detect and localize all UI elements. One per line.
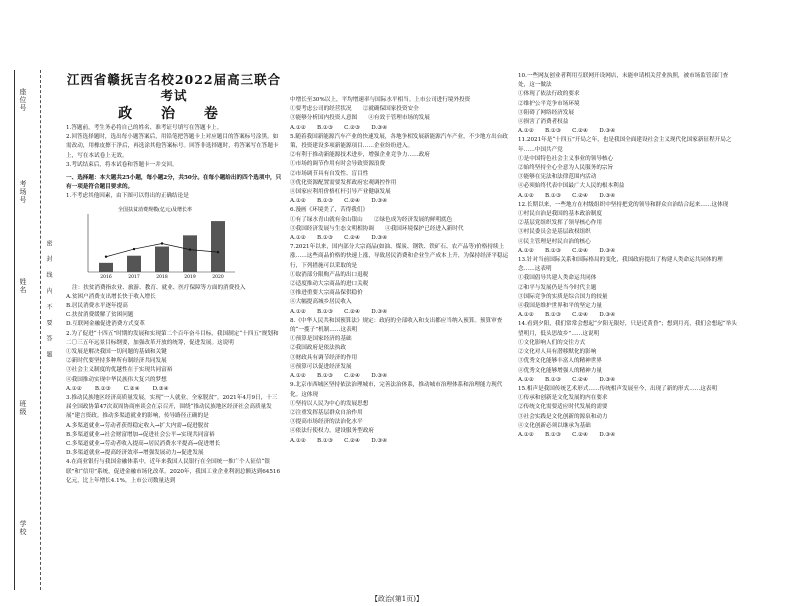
bar-2019 <box>183 235 197 272</box>
bar-2018 <box>155 246 169 271</box>
col3-line-15: ③村民委员会是基层政权组织 <box>518 229 591 236</box>
col2-line-14: A.①② B.①③ C.②④ D.③④ <box>290 235 388 242</box>
col3-line-11: A.①② B.①③ C.②④ D.③④ <box>518 192 616 199</box>
col3-line-23: A.①② B.①③ C.②④ D.③④ <box>518 312 616 319</box>
growth-point-2019 <box>189 248 191 250</box>
col2-line-28: ①坚持以人民为中心的发展思想 <box>290 400 369 407</box>
tick-2016: 2016 <box>100 274 112 280</box>
strip-line-outer <box>14 70 15 590</box>
q1-option-a: A.贫困户消费支出增长快于收入增长 <box>66 293 156 300</box>
exam-title: 江西省赣抚吉名校2022届高三联合考试 <box>66 72 282 103</box>
col3-line-13: ①村民自治是我国的基本政治制度 <box>518 211 602 218</box>
col3-line-12: 12.长期以来，一些地方在村级组织中坚持把党的领导和群众自治结合起来……这体现 <box>518 201 729 208</box>
col2-line-3: A.①② B.①③ C.②③ D.③④ <box>290 124 388 131</box>
school-label: 学校 <box>19 520 27 536</box>
col2-line-18: ③推进重要大宗商品保供稳价 <box>290 290 363 297</box>
col3-line-4: ④损害了消费者权益 <box>518 119 569 126</box>
room-label: 考场号 <box>19 180 27 204</box>
col2-line-2: ③能够分析国内投资人意图 ④有效于管理市场的发展 <box>290 115 430 122</box>
col2-line-23: ②我国政府是依法执政 <box>290 345 346 352</box>
col3-line-6: 11.2021年是“十四五”开局之年，也是我国全面建设社会主义现代化国家新征程开局之年……中国共产党 <box>518 137 732 153</box>
col2-line-22: ①预算是国家经济的基础 <box>290 336 352 343</box>
growth-point-2016 <box>105 255 107 257</box>
col3-line-34: ④文化创新必须以继承为基础 <box>518 422 591 429</box>
col3-line-7: ①是中国特色社会主义事业的领导核心 <box>518 155 614 162</box>
col3-line-26: ②文化对人具有潜移默化的影响 <box>518 349 597 356</box>
q2-stem: 2.为了促进“十四五”时期的发展和实现第二个百年奋斗目标，我国制定“十四五”规划和二〇三五年远景目标纲要，加强改革开放的统筹，促进发展。这说明 <box>66 330 279 346</box>
note-1: 1.答题前，考生务必将自己的姓名、准考证号填写在答题卡上。 <box>66 125 223 131</box>
bar-2020 <box>211 221 225 272</box>
col3-line-9: ③能够在宪法和法律范围内活动 <box>518 174 597 181</box>
col2-line-25: ④预算可以促进经济发展 <box>290 363 352 370</box>
col3-line-16: ④民主管理是村民自治的核心 <box>518 238 591 245</box>
q2-item-1: ①发展是解决我国一切问题的基础和关键 <box>66 349 167 356</box>
col3-line-17: A.①② B.①③ C.②④ D.③④ <box>518 247 616 254</box>
col3-line-31: ①传承和创新是文化发展的内在要求 <box>518 395 608 402</box>
name-label: 姓名 <box>19 278 27 294</box>
col2-line-1: ①要考虑公司的经营状况 ②就确保国家投资安全 <box>290 106 419 113</box>
q2-opt-b: B.①③ <box>94 385 111 392</box>
col3-line-5: A.①② B.①③ C.②④ D.③④ <box>518 128 616 135</box>
q1-caption: 注：扶贫消费指农业、旅游、教育、就业、医疗保障等方面的消费投入 <box>72 284 246 291</box>
col2-line-26: A.①② B.①③ C.②④ D.③④ <box>290 373 388 380</box>
col3-line-8: ②始终坚持全心全意为人民服务的宗旨 <box>518 165 614 172</box>
col3-line-28: ④优秀文化能够增强人的精神力量 <box>518 367 602 374</box>
exam-subtitle: 政 治 卷 <box>118 106 230 122</box>
q2-opt-c: C.②④ <box>123 385 140 392</box>
col3-line-33: ③社会实践是文化创新的源泉和动力 <box>518 413 608 420</box>
col2-line-15: 7.2021年以来，国内部分大宗商品(如油、煤炭、钢铁、铁矿石、农产品等)价格持续上涨……这些商品价格的快速上涨，导致居民消费和企业生产成本上升，为保持经济平稳运行，下列措施可以采取的是 <box>290 244 509 269</box>
column-2 <box>290 96 510 446</box>
col2-line-16: ①取消部分限购产品的出口退税 <box>290 271 369 278</box>
q2-item-4: ④我国推动实现中华民族伟大复兴的梦想 <box>66 376 167 383</box>
col2-line-27: 9.北京市西城区坚持依法治理城市，完善法治体系，推动城市治理体系和治理能力现代化。这体现 <box>290 382 503 398</box>
bar-2017 <box>127 255 141 271</box>
col3-line-27: ③优秀文化能够丰富人的精神世界 <box>518 358 602 365</box>
col2-line-32: A.①② B.①③ C.②④ D.③④ <box>290 437 388 444</box>
col2-line-29: ②注重发挥基层群众自治作用 <box>290 409 363 416</box>
tick-2018: 2018 <box>156 274 168 280</box>
tick-2020: 2020 <box>212 274 224 280</box>
cut-line <box>40 70 41 590</box>
q3-option-d: D.多渠道就业→提高经济效率→增强发展动力→促进发展 <box>66 450 204 457</box>
q3-option-a: A.多渠道就业→劳动者获得稳定收入→扩大内需→促进脱贫 <box>66 422 209 429</box>
col3-line-20: ②和平与发展仍是当今时代主题 <box>518 284 597 291</box>
q3-option-c: C.多渠道就业→劳动者收入提高→居民消费水平提高→促进增长 <box>66 441 221 448</box>
col2-line-20: A.①② B.①③ C.②④ D.③④ <box>290 308 388 315</box>
column-3 <box>518 72 738 440</box>
col2-line-17: ②适度推动大宗商品的进口关税 <box>290 281 369 288</box>
class-label: 班级 <box>19 400 27 416</box>
q2-item-2: ②新时代要坚持多种所有制经济共同发展 <box>66 358 167 365</box>
col2-line-7: ②市场调节具有自发性、盲目性 <box>290 170 369 177</box>
tick-2017: 2017 <box>128 274 140 280</box>
col3-line-21: ③国际竞争的实质是综合国力的较量 <box>518 293 608 300</box>
col3-line-35: A.①② B.①③ C.②④ D.③④ <box>518 431 616 438</box>
q4-stem: 4.在商业银行与我国金融体系中，近年来我国人民银行在全国统一推广个人征信“银联”和“信用”系统，促进金融市场化改革。2020年，我国工业企业利润总额达到64516亿元，比上年增长4.1%，上市公司数量达到 <box>66 459 281 484</box>
col2-line-9: ④国家应利用价格杠杆引导产业健康发展 <box>290 189 391 196</box>
col2-line-24: ③财政具有调节经济的作用 <box>290 354 358 361</box>
col2-line-21: 8.《中华人民共和国预算法》规定：政府的全部收入和支出都应当纳入预算。预算审查的“一揽子”机制……这表明 <box>290 317 503 334</box>
col2-line-4: 5.随着我国新能源汽车产业的快速发展，各地争相发展新能源汽车产业，不少地方出台政策，投资建设多项新能源项目……企业纷纷进入。 <box>290 133 508 150</box>
note-3: 3.考试结束后，将本试卷和答题卡一并交回。 <box>66 161 178 168</box>
column-3-body <box>518 72 738 440</box>
q3-option-b: B.多渠道就业→社会财富增加→促进社会公平→实现共同富裕 <box>66 431 215 438</box>
col2-line-5: ②有利于推动新能源技术进步，增强企业竞争力……政府 <box>290 152 430 159</box>
q2-options <box>66 385 282 394</box>
bars-group <box>99 221 225 280</box>
binding-strip <box>0 0 62 606</box>
col3-line-29: A.①② B.①③ C.②④ D.③④ <box>518 376 616 383</box>
q3-stem: 3.推动民族地区经济高质量发展，实现“一人就业，全家脱贫”。2021年4月9日，十三届全国政协第47次双周协商座谈会在京召开，围绕“推动民族地区经济社会高质量发展”建言资政。推动多渠道就业的影响，传导路径正确的是 <box>66 395 278 420</box>
seat-label: 座位号 <box>19 88 27 112</box>
col3-line-3: ③阻碍了网络经济发展 <box>518 109 574 116</box>
growth-point-2017 <box>133 248 135 250</box>
col3-line-22: ④我国是维护世界和平的坚定力量 <box>518 303 602 310</box>
q2-opt-a: A.①② <box>66 385 82 392</box>
growth-point-2020 <box>217 251 219 253</box>
col2-line-30: ③提高市场经济的法治化水平 <box>290 419 363 426</box>
col3-line-32: ②传统文化需要适应时代发展的需要 <box>518 404 608 411</box>
q1-stem: 1.不考虑其他因素，由下图可以得出的正确结论是 <box>66 193 189 200</box>
col3-line-0: 10.一些网友创业者利用互联网开设网店，未能申请相关营业执照，被市场监管部门查处，这一做法 <box>518 73 729 89</box>
col3-line-19: ①我国倡导共建人类命运共同体 <box>518 275 597 282</box>
cut-notice: 密 封 线 内 不 要 答 题 <box>45 240 52 362</box>
bar-2016 <box>99 262 113 271</box>
col3-line-30: 15.相声是我国传统艺术形式……传统相声发展至今，出现了新的形式……这表明 <box>518 385 718 392</box>
col3-line-1: ①体现了依法行政的要求 <box>518 91 580 98</box>
col3-line-24: 14.看到夕阳，我们常常会想起“夕阳无限好，只是近黄昏”；想到月亮，我们会想起“举头望明月，低头思故乡”……这说明 <box>518 321 737 337</box>
column-2-body <box>290 96 510 446</box>
q1-option-d: D.互联网金融促进消费方式变革 <box>66 321 145 328</box>
q1-option-c: C.扶贫消费缓解了贫困问题 <box>66 312 134 319</box>
col2-line-0: 中增长至30%以上，平均增速率与国际水平相当。上市公司进行境外投资 <box>290 97 471 103</box>
bar-chart <box>70 204 240 282</box>
col3-line-10: ④必须始终代表中国最广大人民的根本利益 <box>518 183 625 190</box>
column-1 <box>66 72 282 486</box>
section-heading: 一、选择题：本大题共25小题，每小题2分，共50分。在每小题给出的四个选项中，只有一项是符合题目要求的。 <box>66 175 282 191</box>
col2-line-13: ③我国经济发展与生态文明相协调 ④我国环境保护已经进入新时代 <box>290 225 464 232</box>
col3-line-14: ②基层党组织发挥了领导核心作用 <box>518 220 602 227</box>
col2-line-8: ③优化资源配置需要发挥政府宏观调控作用 <box>290 179 397 186</box>
col2-line-31: ④依法行使权力，建设服务型政府 <box>290 428 374 435</box>
col2-line-10: A.①② B.①③ C.②④ D.③④ <box>290 198 388 205</box>
col3-line-2: ②维护公平竞争市场环境 <box>518 100 580 107</box>
note-2: 2.回答选择题时，选出每小题答案后，用铅笔把答题卡上对应题目的答案标号涂黑。如需改动，用橡皮擦干净后，再选涂其他答案标号。回答非选择题时，将答案写在答题卡上，写在本试卷上无效。 <box>66 134 279 159</box>
growth-point-2018 <box>161 242 163 244</box>
q2-opt-d: D.③④ <box>152 385 169 392</box>
q1-option-b: B.居民消费水平逐年提高 <box>66 303 128 310</box>
col2-line-6: ①市场的调节作用有时会导致资源浪费 <box>290 161 386 168</box>
page-footer: 【政治(第1页)】 <box>371 595 423 603</box>
col3-line-25: ①文化影响人们的交往方式 <box>518 339 586 346</box>
q1-chart <box>70 204 240 282</box>
col2-line-19: ④大幅提高城乡居民收入 <box>290 299 352 306</box>
col2-line-12: ①有了绿水青山就有金山银山 ②绿色成为经济发展的鲜明底色 <box>290 216 453 223</box>
col2-line-11: 6.漫画《环境美了，苦得我们》 <box>290 207 369 214</box>
chart-title: 全国扶贫消费规模(亿元)及增长率 <box>118 206 192 213</box>
tick-2019: 2019 <box>184 274 196 280</box>
col3-line-18: 13.针对当前国际关系和国际格局的变化，我国政府提出了构建人类命运共同体的理念……这表明 <box>518 257 723 273</box>
q2-item-3: ③社会主义制度的优越性在于实现共同富裕 <box>66 367 173 374</box>
